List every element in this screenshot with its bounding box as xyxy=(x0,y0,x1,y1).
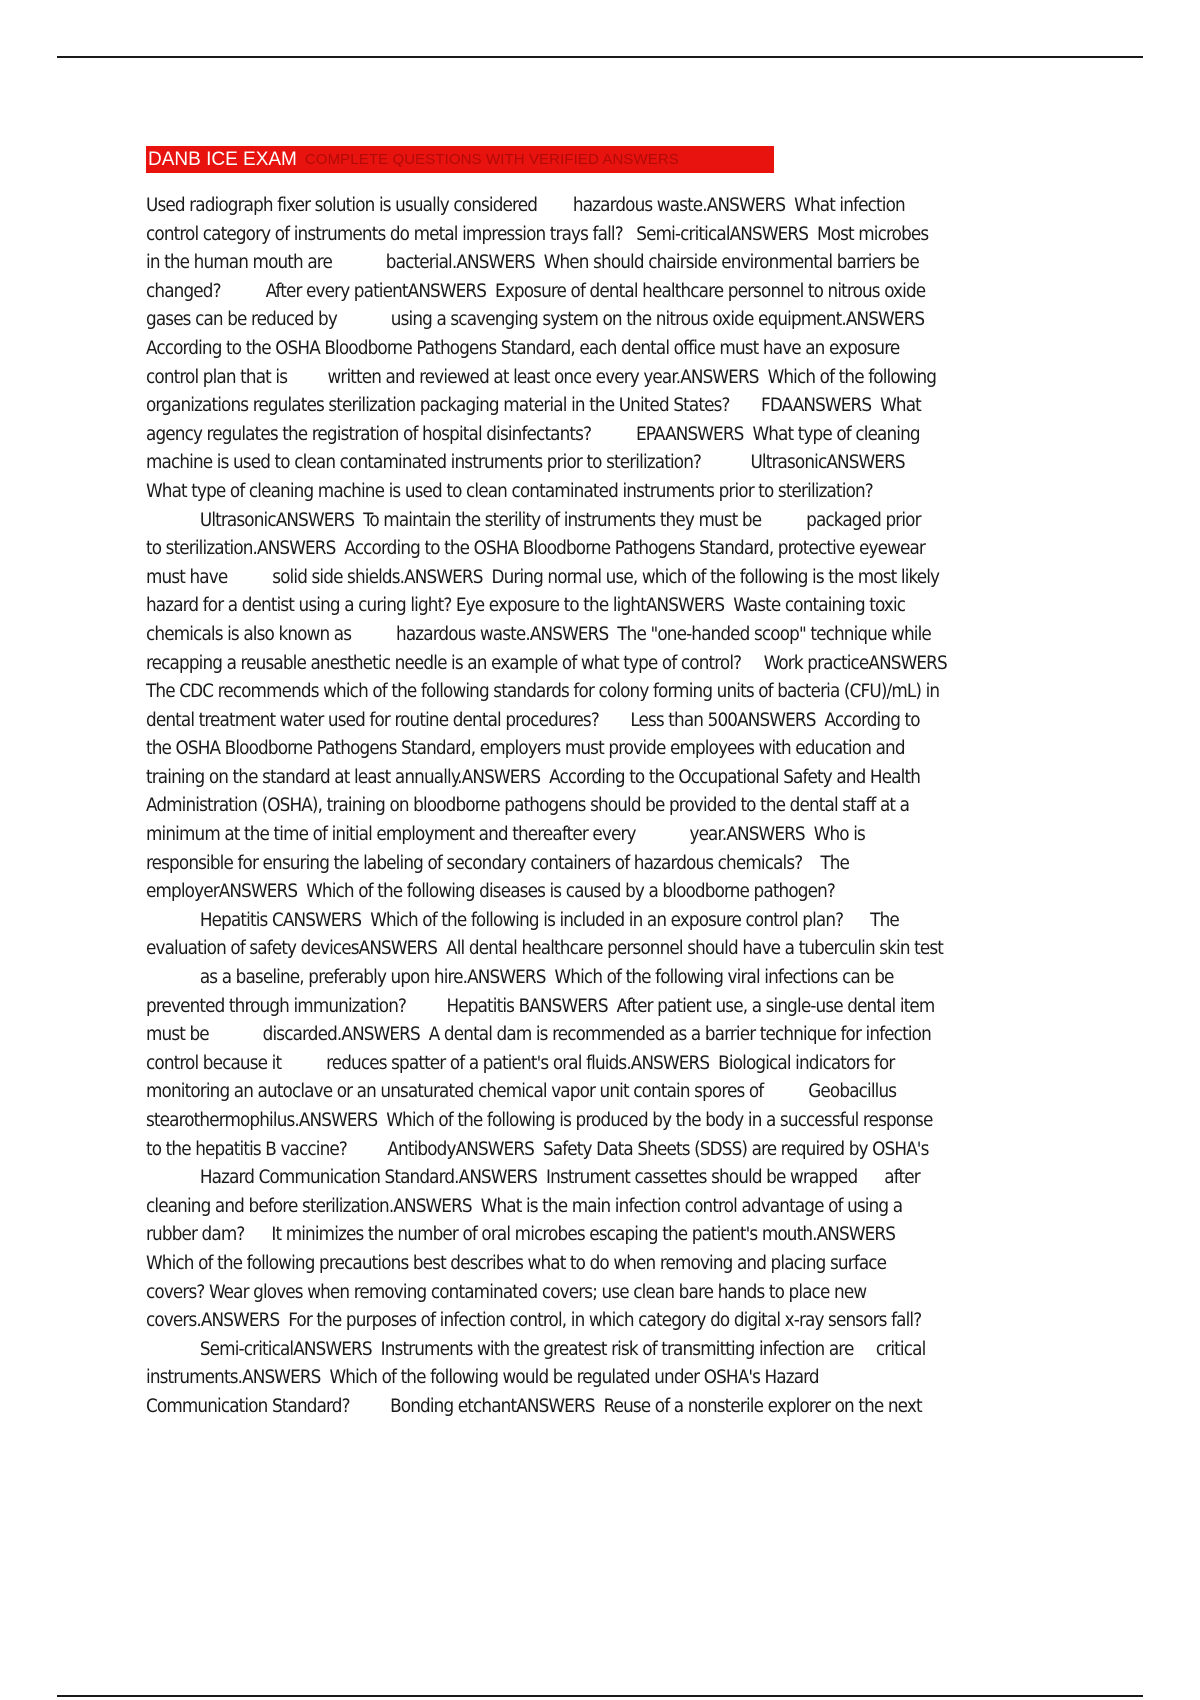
text-line: stearothermophilus.ANSWERS Which of the following is produced by the body in a successful response xyxy=(146,1110,933,1131)
text-line: organizations regulates sterilization packaging material in the United States? FDAANSWERS What xyxy=(146,395,921,417)
text-line: gases can be reduced by using a scavenging system on the nitrous oxide equipment.ANSWERS xyxy=(146,309,925,331)
text-line: control category of instruments do metal impression trays fall? Semi-criticalANSWERS Most microbes xyxy=(146,223,929,245)
text-line: control because it reduces spatter of a patient's oral fluids.ANSWERS Biological indicators for xyxy=(146,1052,895,1074)
text-line: Hazard Communication Standard.ANSWERS Instrument cassettes should be wrapped after xyxy=(146,1167,920,1189)
text-line: What type of cleaning machine is used to clean contaminated instruments prior to sterilization? xyxy=(146,480,873,502)
text-line: control plan that is written and reviewed at least once every year.ANSWERS Which of the following xyxy=(146,366,937,388)
text-line: the OSHA Bloodborne Pathogens Standard, employers must provide employees with education and xyxy=(146,738,905,760)
text-line: evaluation of safety devicesANSWERS All dental healthcare personnel should have a tuberculin skin test xyxy=(146,938,944,960)
bottom-rule xyxy=(57,1695,1143,1697)
text-line: recapping a reusable anesthetic needle is an example of what type of control? Work practiceANSWERS xyxy=(146,652,947,674)
text-line: Administration (OSHA), training on bloodborne pathogens should be provided to the dental staff at a xyxy=(146,795,910,817)
document-title: DANB ICE EXAM xyxy=(148,148,297,170)
text-line: monitoring an autoclave or an unsaturated chemical vapor unit contain spores of Geobacillus xyxy=(146,1081,897,1103)
text-line: agency regulates the registration of hospital disinfectants? EPAANSWERS What type of cleaning xyxy=(146,423,920,445)
text-line: Which of the following precautions best describes what to do when removing and placing surface xyxy=(146,1252,887,1274)
text-line: responsible for ensuring the labeling of secondary containers of hazardous chemicals? The xyxy=(146,852,850,874)
text-line: prevented through immunization? Hepatitis BANSWERS After patient use, a single-use dental item xyxy=(146,995,935,1017)
body-text xyxy=(146,192,1096,1422)
text-line: minimum at the time of initial employment and thereafter every year.ANSWERS Who is xyxy=(146,824,865,846)
text-line: According to the OSHA Bloodborne Pathogens Standard, each dental office must have an exposure xyxy=(146,337,900,359)
text-line: Used radiograph fixer solution is usually considered hazardous waste.ANSWERS What infection xyxy=(146,195,905,216)
text-line: changed? After every patientANSWERS Exposure of dental healthcare personnel to nitrous oxide xyxy=(146,280,926,302)
text-line: rubber dam? It minimizes the number of oral microbes escaping the patient's mouth.ANSWERS xyxy=(146,1224,896,1246)
text-line: Semi-criticalANSWERS Instruments with the greatest risk of transmitting infection are critical xyxy=(146,1338,926,1360)
text-line: Hepatitis CANSWERS Which of the following is included in an exposure control plan? The xyxy=(146,909,899,931)
text-line: must have solid side shields.ANSWERS During normal use, which of the following is the most likely xyxy=(146,566,940,588)
text-line: must be discarded.ANSWERS A dental dam is recommended as a barrier technique for infection xyxy=(146,1024,931,1046)
top-rule xyxy=(57,56,1143,58)
text-line: Communication Standard? Bonding etchantANSWERS Reuse of a nonsterile explorer on the next xyxy=(146,1395,922,1417)
text-line: training on the standard at least annually.ANSWERS According to the Occupational Safety and Health xyxy=(146,766,921,788)
title-highlight xyxy=(146,146,774,173)
text-line: employerANSWERS Which of the following diseases is caused by a bloodborne pathogen? xyxy=(146,881,836,903)
text-line: covers.ANSWERS For the purposes of infection control, in which category do digital x-ray sensors fall? xyxy=(146,1310,922,1332)
text-line: to sterilization.ANSWERS According to the OSHA Bloodborne Pathogens Standard, protective eyewear xyxy=(146,538,925,560)
document-subtitle: COMPLETE QUESTIONS WITH VERIFIED ANSWERS xyxy=(304,151,679,168)
text-line: The CDC recommends which of the following standards for colony forming units of bacteria (CFU)/mL) in xyxy=(146,681,940,703)
text-line: instruments.ANSWERS Which of the following would be regulated under OSHA's Hazard xyxy=(146,1367,819,1389)
text-line: cleaning and before sterilization.ANSWERS What is the main infection control advantage of using a xyxy=(146,1195,903,1217)
text-line: covers? Wear gloves when removing contaminated covers; use clean bare hands to place new xyxy=(146,1281,867,1303)
text-line: hazard for a dentist using a curing light? Eye exposure to the lightANSWERS Waste containing toxic xyxy=(146,595,906,617)
text-line: machine is used to clean contaminated instruments prior to sterilization? UltrasonicANSWERS xyxy=(146,452,905,474)
text-line: chemicals is also known as hazardous waste.ANSWERS The "one-handed scoop" technique while xyxy=(146,623,931,645)
text-line: to the hepatitis B vaccine? AntibodyANSWERS Safety Data Sheets (SDSS) are required by OSHA's xyxy=(146,1138,929,1160)
text-line: in the human mouth are bacterial.ANSWERS When should chairside environmental barriers be xyxy=(146,252,919,274)
text-line: UltrasonicANSWERS To maintain the sterility of instruments they must be packaged prior xyxy=(146,509,921,531)
text-line: as a baseline, preferably upon hire.ANSWERS Which of the following viral infections can be xyxy=(146,967,894,989)
text-line: dental treatment water used for routine dental procedures? Less than 500ANSWERS According to xyxy=(146,709,920,731)
